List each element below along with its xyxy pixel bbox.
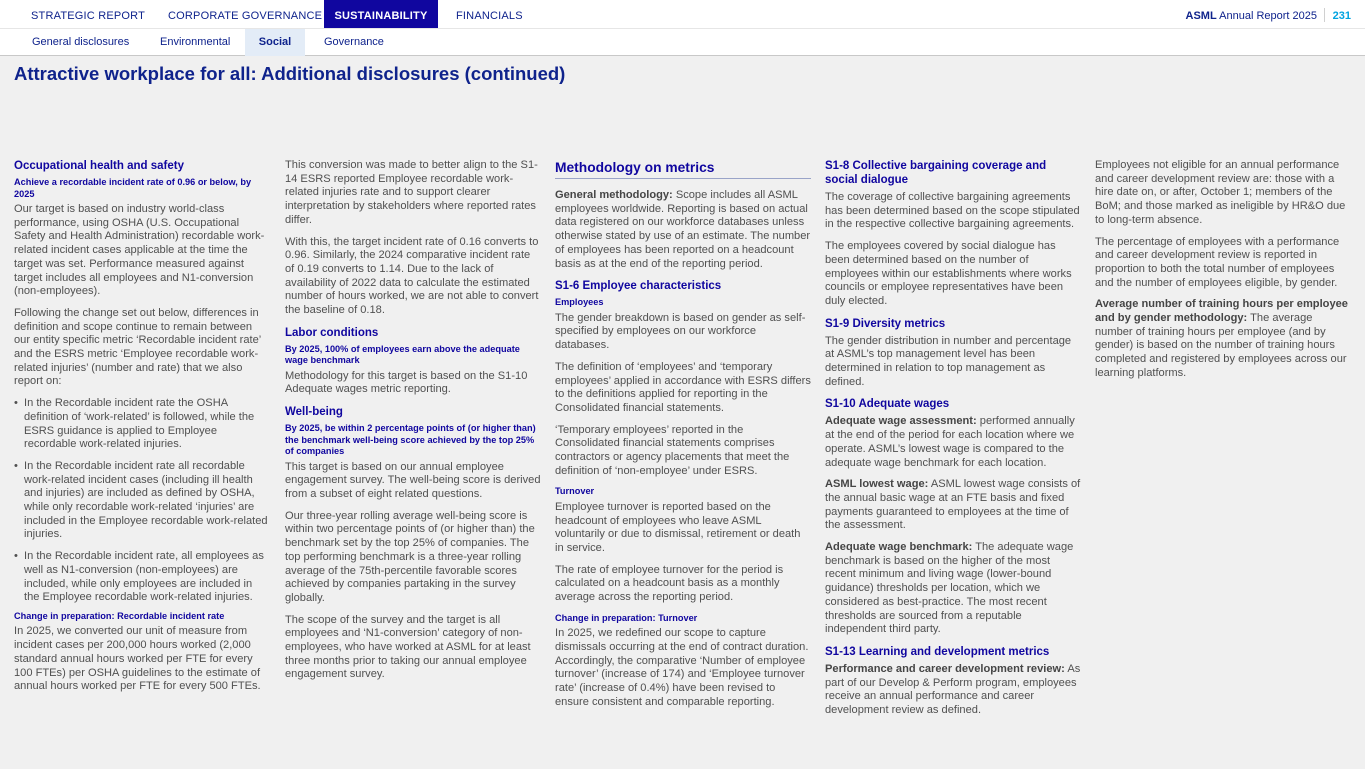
heading-labor-conditions: Labor conditions bbox=[285, 326, 379, 339]
tab-financials[interactable]: FINANCIALS bbox=[456, 10, 523, 22]
heading-s1-6: S1-6 Employee characteristics bbox=[555, 280, 722, 293]
lead-average-training-hours: Average number of training hours per employee and by gender methodology: bbox=[1095, 298, 1348, 325]
column-conversion-labor-wellbeing bbox=[285, 159, 541, 690]
heading-well-being: Well-being bbox=[285, 406, 343, 419]
tab-corporate-governance[interactable]: CORPORATE GOVERNANCE bbox=[168, 10, 323, 22]
paragraph: The percentage of employees with a performance and career development review is reported in proportion to both the total number of employees and the number of employees eligible, by gender. bbox=[1095, 235, 1340, 289]
lead-general-methodology: General methodology: bbox=[555, 189, 673, 201]
paragraph: The gender breakdown is based on gender as self-specified by employees on our workforce databases. bbox=[555, 311, 806, 352]
paragraph: Methodology for this target is based on the S1-10 Adequate wages metric reporting. bbox=[285, 369, 528, 396]
paragraph: ‘Temporary employees’ reported in the Consolidated financial statements comprises contractors or agency placements that meet the definition of ‘non-employee’ under ESRS. bbox=[555, 423, 790, 477]
target-recordable-incident: Achieve a recordable incident rate of 0.96 or below, by 2025 bbox=[14, 177, 252, 199]
paragraph: The coverage of collective bargaining agreements has been determined based on the scope stipulated in the respective collective bargaining agreements. bbox=[825, 191, 1080, 231]
lead-adequate-wage-assessment: Adequate wage assessment: bbox=[825, 415, 977, 428]
heading-occupational-health: Occupational health and safety bbox=[14, 160, 184, 172]
page-number: 231 bbox=[1332, 10, 1351, 22]
heading-s1-8: S1-8 Collective bargaining coverage and social dialogue bbox=[825, 160, 1047, 186]
paragraph bbox=[825, 541, 1081, 637]
heading-s1-10: S1-10 Adequate wages bbox=[825, 398, 950, 411]
list-item: • In the Recordable incident rate, all employees as well as N1-conversion (non-employees) are included, while only employees are included in the Employee recordable work-related injuries. bbox=[14, 550, 270, 605]
paragraph: In 2025, we redefined our scope to capture dismissals occurring at the end of contract duration. Accordingly, the comparative ‘Number of employee turnover’ (increase of 174) and ‘Employee turnover rate’ (increase of 0.4%) have been revised to ensure consistent and comparable reporting. bbox=[555, 627, 809, 708]
column-methodology bbox=[555, 159, 811, 718]
heading-methodology-on-metrics: Methodology on metrics bbox=[555, 159, 811, 179]
target-labor: By 2025, 100% of employees earn above the adequate wage benchmark bbox=[285, 343, 520, 366]
text: Scope includes all ASML employees worldwide. Reporting is based on actual data registered on our workforce databases unless otherwise stated by use of an estimate. The number of employees has been reported on a headcount basis as at the end of the reporting period. bbox=[555, 189, 811, 270]
lead-asml-lowest-wage: ASML lowest wage: bbox=[825, 478, 929, 491]
paragraph bbox=[825, 663, 1081, 718]
brand-divider bbox=[1324, 8, 1325, 22]
paragraph: Employees not eligible for an annual performance and career development review are: those with a hire date on, or after, October 1; members of the BoM; and those marked as ineligible by HR&O due to long-term absence. bbox=[1095, 159, 1346, 226]
subheading-turnover: Turnover bbox=[555, 486, 595, 497]
change-heading-turnover: Change in preparation: Turnover bbox=[555, 612, 698, 623]
paragraph: This conversion was made to better align to the S1-14 ESRS reported Employee recordable work-related injuries rate and to support clearer interpretation by stakeholders where reported rates differ. bbox=[285, 159, 538, 226]
list-item: • In the Recordable incident rate all recordable work-related incident cases (including ill health and injuries) are included as defined by OSHA, while only recordable work-related ‘injuries’ are included in the Employee recordable work-related injuries. bbox=[14, 460, 270, 542]
paragraph: The rate of employee turnover for the period is calculated on a headcount basis as a monthly average across the reporting period. bbox=[555, 563, 784, 604]
paragraph: The gender distribution in number and percentage at ASML’s top management level has been determined in relation to top management as defined. bbox=[825, 334, 1072, 388]
text: performed annually at the end of the period for each location where we operate. ASML’s lowest wage is compared to the adequate wage benchmark for each location. bbox=[825, 415, 1075, 469]
lead-performance-career-review: Performance and career development review: bbox=[825, 662, 1065, 675]
tab-sustainability[interactable]: SUSTAINABILITY bbox=[324, 0, 438, 28]
paragraph: This target is based on our annual employee engagement survey. The well-being score is derived from a subset of eight related questions. bbox=[285, 460, 541, 501]
heading-s1-13: S1-13 Learning and development metrics bbox=[825, 645, 1050, 658]
text: The average number of training hours per employee (and by gender) is based on the number of training hours completed and registered by employees across our learning platforms. bbox=[1095, 312, 1347, 379]
text: ASML lowest wage consists of the annual basic wage at an FTE basis and fixed payments guaranteed to employees at the time of the assessment. bbox=[825, 478, 1081, 532]
target-well-being: By 2025, be within 2 percentage points of (or higher than) the benchmark well-being score achieved by the top 25% of companies bbox=[285, 423, 536, 457]
paragraph: In 2025, we converted our unit of measure from incident cases per 200,000 hours worked (2,000 standard annual hours worked per FTE for every 100 FTEs) per OSHA guidelines to the estimate of annual hours worked per FTE for every 500 FTEs. bbox=[14, 625, 261, 693]
subtab-environmental[interactable]: Environmental bbox=[160, 36, 231, 48]
top-navigation bbox=[0, 0, 1365, 28]
paragraph bbox=[825, 478, 1081, 533]
column-training bbox=[1095, 159, 1351, 389]
brand-name: ASML bbox=[1185, 10, 1217, 22]
text: The adequate wage benchmark is based on the higher of the most recent minimum and living wage (lower-bound guidance) thresholds per location, which we considered as best-practice. The most recent thresholds are sourced from a reputable independent third party. bbox=[825, 541, 1074, 636]
paragraph bbox=[555, 189, 811, 271]
subheading-employees: Employees bbox=[555, 297, 604, 308]
paragraph: The definition of ‘employees’ and ‘temporary employees’ applied in accordance with ESRS differs to the definitions applied for reporting in the Consolidated financial statements. bbox=[555, 360, 811, 414]
text: As part of our Develop & Perform program, employees receive an annual performance and career development review as defined. bbox=[825, 662, 1081, 717]
paragraph: The scope of the survey and the target is all employees and ‘N1-conversion’ category of non-employees, who have worked at ASML for at least three months prior to taking our annual employee engagement survey. bbox=[285, 613, 531, 681]
list-item: • In the Recordable incident rate the OSHA definition of ‘work-related’ is followed, while the ESRS guidance is applied to Employee recordable work-related injuries. bbox=[14, 397, 270, 452]
paragraph: Our three-year rolling average well-being score is within two percentage points of (or higher than) the benchmark set by the top 25% of companies. The top performing benchmark is a three-year rolling average of the 75th-percentile favorable scores achieved by companies partaking in the survey globally. bbox=[285, 509, 535, 604]
paragraph bbox=[825, 415, 1081, 470]
brand-report-label: Annual Report 2025 bbox=[1216, 10, 1317, 22]
subtab-social[interactable]: Social bbox=[245, 29, 305, 56]
column-occupational-health bbox=[14, 159, 270, 702]
change-heading-incident-rate: Change in preparation: Recordable incident rate bbox=[14, 610, 225, 621]
subtab-general-disclosures[interactable]: General disclosures bbox=[32, 36, 130, 48]
page-title: Attractive workplace for all: Additional disclosures (continued) bbox=[14, 63, 566, 84]
paragraph: Our target is based on industry world-class performance, using OSHA (U.S. Occupational Safety and Health Administration) recordable work-related incident cases applicable at the time the target was set. Performance measured against target includes all employees and N1-conversion (non-employees). bbox=[14, 203, 265, 298]
paragraph: Employee turnover is reported based on the headcount of employees who leave ASML voluntarily or due to dismissal, retirement or death in service. bbox=[555, 500, 801, 555]
heading-s1-9: S1-9 Diversity metrics bbox=[825, 317, 946, 330]
paragraph bbox=[1095, 298, 1351, 380]
paragraph: Following the change set out below, differences in definition and scope continue to remain between our entity specific metric ‘Recordable incident rate’ and the ESRS metric ‘Employee recordable work-related injuries’ (number and rate) that we also report on: bbox=[14, 306, 261, 388]
sub-navigation bbox=[0, 28, 1365, 56]
paragraph: With this, the target incident rate of 0.16 converts to 0.96. Similarly, the 2024 comparative incident rate of 0.19 converts to 1.14. Due to the lack of availability of 2022 data to calculate the estimated number of hours worked, we are not able to convert the baseline of 0.18. bbox=[285, 235, 539, 317]
tab-strategic-report[interactable]: STRATEGIC REPORT bbox=[31, 10, 146, 22]
paragraph: The employees covered by social dialogue has been determined based on the number of employees within our establishments where works councils or employee representatives have been duly elected. bbox=[825, 240, 1072, 307]
bullet-list bbox=[14, 397, 270, 605]
column-collective-bargaining bbox=[825, 159, 1081, 726]
subtab-governance[interactable]: Governance bbox=[324, 36, 384, 48]
lead-adequate-wage-benchmark: Adequate wage benchmark: bbox=[825, 541, 973, 554]
